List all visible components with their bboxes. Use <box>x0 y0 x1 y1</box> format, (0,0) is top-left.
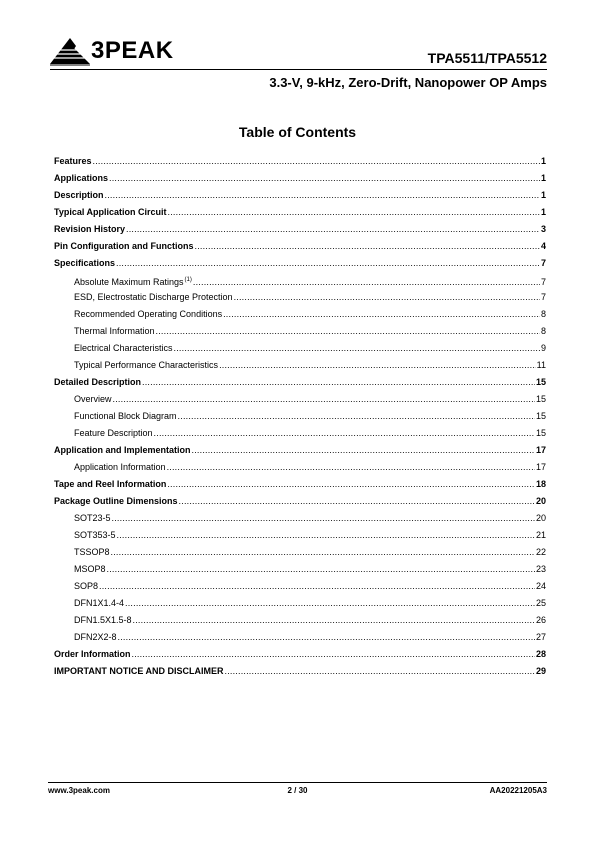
toc-entry-title: Absolute Maximum Ratings <box>74 277 184 287</box>
toc-entry-title: TSSOP8 <box>74 547 110 557</box>
toc-entry-page-number: 1 <box>540 173 546 183</box>
toc-entry-title: SOT353-5 <box>74 530 116 540</box>
toc-heading: Table of Contents <box>238 124 357 140</box>
toc-leader-dots <box>234 291 540 303</box>
toc-entry[interactable] <box>54 478 546 495</box>
toc-entry-title: Specifications <box>54 258 116 268</box>
table-of-contents <box>54 155 546 682</box>
toc-entry[interactable] <box>54 393 546 410</box>
toc-leader-dots <box>193 276 540 288</box>
toc-entry-page-number: 28 <box>535 649 546 659</box>
toc-entry[interactable] <box>54 257 546 274</box>
toc-entry[interactable] <box>54 495 546 512</box>
toc-entry-page-number: 17 <box>535 462 546 472</box>
toc-entry[interactable] <box>54 597 546 614</box>
toc-entry[interactable] <box>54 529 546 546</box>
toc-entry-title: Package Outline Dimensions <box>54 496 178 506</box>
toc-entry-page-number: 15 <box>535 411 546 421</box>
toc-entry[interactable] <box>54 291 546 308</box>
toc-leader-dots <box>113 393 535 405</box>
toc-entry-page-number: 15 <box>535 428 546 438</box>
toc-entry-page-number: 3 <box>540 224 546 234</box>
toc-entry-page-number: 8 <box>540 326 546 336</box>
toc-entry-label <box>74 580 98 592</box>
toc-entry-label <box>74 274 192 288</box>
toc-entry-page-number: 1 <box>540 156 546 166</box>
toc-entry-title: Detailed Description <box>54 377 142 387</box>
toc-entry-label <box>74 308 222 320</box>
toc-entry-page-number: 22 <box>535 547 546 557</box>
toc-entry-label <box>74 631 117 643</box>
toc-entry-page-number: 9 <box>540 343 546 353</box>
toc-entry-page-number: 20 <box>535 513 546 523</box>
toc-entry[interactable] <box>54 512 546 529</box>
toc-entry-label <box>54 648 131 660</box>
toc-entry-label <box>74 410 177 422</box>
toc-leader-dots <box>112 512 535 524</box>
toc-leader-dots <box>192 444 535 456</box>
toc-entry-label <box>74 614 132 626</box>
toc-entry-label <box>54 223 125 235</box>
toc-leader-dots <box>126 223 540 235</box>
toc-leader-dots <box>179 495 535 507</box>
toc-leader-dots <box>168 206 540 218</box>
toc-entry-page-number: 25 <box>535 598 546 608</box>
toc-leader-dots <box>132 648 535 660</box>
toc-entry-label <box>54 376 141 388</box>
toc-entry-page-number: 7 <box>540 292 546 302</box>
toc-entry-label <box>54 240 194 252</box>
toc-entry-page-number: 21 <box>535 530 546 540</box>
toc-entry[interactable] <box>54 444 546 461</box>
toc-entry-label <box>54 495 178 507</box>
page-footer <box>48 786 547 798</box>
toc-leader-dots <box>156 325 540 337</box>
toc-entry[interactable] <box>54 546 546 563</box>
toc-entry-label <box>54 172 108 184</box>
toc-entry-label <box>74 393 112 405</box>
toc-entry-title: ESD, Electrostatic Discharge Protection <box>74 292 233 302</box>
toc-entry-page-number: 1 <box>540 190 546 200</box>
toc-entry-page-number: 7 <box>540 258 546 268</box>
toc-leader-dots <box>195 240 540 252</box>
toc-leader-dots <box>167 461 535 473</box>
toc-entry-title: Typical Application Circuit <box>54 207 167 217</box>
toc-entry[interactable] <box>54 648 546 665</box>
footer-page-number: 2 / 30 <box>287 786 308 795</box>
toc-entry-title: SOP8 <box>74 581 99 591</box>
toc-entry-title: Pin Configuration and Functions <box>54 241 194 251</box>
toc-entry-title: Application and Implementation <box>54 445 191 455</box>
toc-entry-page-number: 23 <box>535 564 546 574</box>
toc-entry-label <box>54 444 191 456</box>
toc-entry-label <box>74 359 218 371</box>
toc-entry-title: Overview <box>74 394 112 404</box>
toc-entry-title: MSOP8 <box>74 564 106 574</box>
toc-leader-dots <box>154 427 535 439</box>
toc-entry-title: Application Information <box>74 462 166 472</box>
toc-entry[interactable] <box>54 563 546 580</box>
toc-leader-dots <box>116 257 540 269</box>
toc-entry[interactable] <box>54 631 546 648</box>
toc-entry-page-number: 27 <box>535 632 546 642</box>
footer-doc-code: AA20221205A3 <box>489 786 547 795</box>
toc-leader-dots <box>125 597 535 609</box>
header-divider <box>50 69 547 70</box>
toc-leader-dots <box>219 359 536 371</box>
toc-entry-title: Applications <box>54 173 109 183</box>
toc-entry[interactable] <box>54 240 546 257</box>
toc-entry[interactable] <box>54 614 546 631</box>
toc-entry-title: Tape and Reel Information <box>54 479 167 489</box>
toc-entry-page-number: 8 <box>540 309 546 319</box>
footer-divider <box>48 782 547 783</box>
toc-entry-title: Electrical Characteristics <box>74 343 173 353</box>
toc-entry[interactable] <box>54 155 546 172</box>
toc-entry-label <box>74 461 166 473</box>
toc-entry-title: SOT23-5 <box>74 513 111 523</box>
toc-entry[interactable] <box>54 189 546 206</box>
toc-entry-label <box>54 206 167 218</box>
toc-leader-dots <box>99 580 535 592</box>
toc-leader-dots <box>223 308 540 320</box>
toc-entry-label <box>74 291 233 303</box>
toc-entry-label <box>74 529 116 541</box>
toc-leader-dots <box>118 631 535 643</box>
toc-leader-dots <box>133 614 535 626</box>
toc-entry-title: Revision History <box>54 224 126 234</box>
toc-entry-title: Typical Performance Characteristics <box>74 360 219 370</box>
toc-entry[interactable] <box>54 376 546 393</box>
toc-entry-title: DFN1X1.4-4 <box>74 598 125 608</box>
toc-entry-page-number: 18 <box>535 479 546 489</box>
toc-entry-label <box>74 597 124 609</box>
toc-entry-page-number: 26 <box>535 615 546 625</box>
toc-entry-title: Features <box>54 156 92 166</box>
toc-entry[interactable] <box>54 665 546 682</box>
toc-entry[interactable] <box>54 580 546 597</box>
toc-entry-label <box>54 478 166 490</box>
toc-entry-title: Feature Description <box>74 428 153 438</box>
toc-entry[interactable] <box>54 206 546 223</box>
toc-entry-label <box>54 257 115 269</box>
toc-entry-title: DFN2X2-8 <box>74 632 117 642</box>
toc-entry-footnote-ref: (1) <box>184 277 192 283</box>
document-subtitle: 3.3-V, 9-kHz, Zero-Drift, Nanopower OP Amps <box>269 75 547 90</box>
toc-entry-label <box>54 155 92 167</box>
toc-entry-page-number: 4 <box>540 241 546 251</box>
footer-website-link[interactable]: www.3peak.com <box>48 786 110 795</box>
toc-entry[interactable] <box>54 325 546 342</box>
toc-entry[interactable] <box>54 359 546 376</box>
logo-wordmark: 3PEAK <box>91 37 174 64</box>
toc-entry-label <box>74 563 106 575</box>
toc-entry[interactable] <box>54 461 546 478</box>
toc-entry-title: Recommended Operating Conditions <box>74 309 223 319</box>
toc-entry-page-number: 20 <box>535 496 546 506</box>
toc-leader-dots <box>167 478 535 490</box>
toc-leader-dots <box>178 410 535 422</box>
toc-entry[interactable] <box>54 410 546 427</box>
toc-leader-dots <box>142 376 535 388</box>
toc-leader-dots <box>109 172 540 184</box>
toc-entry-page-number: 15 <box>535 394 546 404</box>
toc-entry-page-number: 29 <box>535 666 546 676</box>
toc-entry[interactable] <box>54 427 546 444</box>
company-logo <box>50 36 190 68</box>
toc-entry-page-number: 15 <box>535 377 546 387</box>
toc-entry-label <box>74 427 153 439</box>
toc-entry-title: Thermal Information <box>74 326 155 336</box>
toc-entry-page-number: 1 <box>540 207 546 217</box>
toc-entry-label <box>74 325 155 337</box>
toc-leader-dots <box>117 529 535 541</box>
toc-entry-title: Functional Block Diagram <box>74 411 177 421</box>
toc-entry-title: DFN1.5X1.5-8 <box>74 615 132 625</box>
toc-leader-dots <box>105 189 540 201</box>
toc-entry-title: Order Information <box>54 649 131 659</box>
logo-mountain-icon <box>50 36 90 66</box>
toc-entry[interactable] <box>54 223 546 240</box>
toc-entry[interactable] <box>54 172 546 189</box>
toc-entry[interactable] <box>54 342 546 359</box>
toc-entry-page-number: 17 <box>535 445 546 455</box>
toc-entry-label <box>54 189 104 201</box>
toc-leader-dots <box>93 155 540 167</box>
toc-leader-dots <box>107 563 535 575</box>
toc-entry-page-number: 11 <box>536 360 546 370</box>
toc-leader-dots <box>111 546 535 558</box>
toc-entry-page-number: 7 <box>540 277 546 287</box>
toc-entry-label <box>74 512 111 524</box>
toc-entry-page-number: 24 <box>535 581 546 591</box>
toc-entry-label <box>54 665 224 677</box>
toc-entry[interactable] <box>54 274 546 291</box>
toc-entry-title: Description <box>54 190 104 200</box>
toc-entry-label <box>74 546 110 558</box>
toc-leader-dots <box>225 665 535 677</box>
toc-entry[interactable] <box>54 308 546 325</box>
toc-leader-dots <box>174 342 540 354</box>
document-part-number: TPA5511/TPA5512 <box>427 50 547 66</box>
toc-entry-label <box>74 342 173 354</box>
toc-entry-title: IMPORTANT NOTICE AND DISCLAIMER <box>54 666 224 676</box>
